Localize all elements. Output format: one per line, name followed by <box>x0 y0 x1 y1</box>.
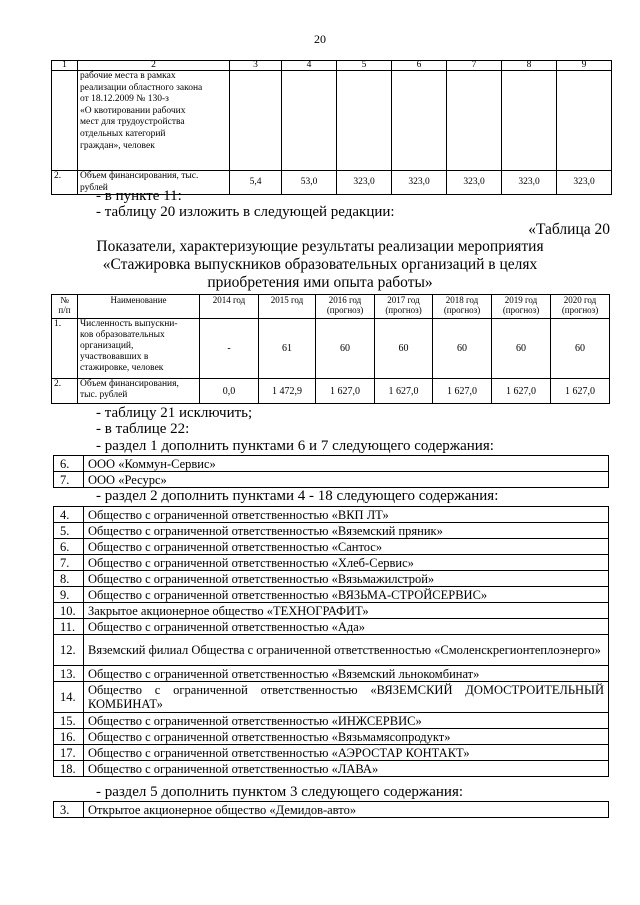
name-line: тыс. рублей <box>80 390 128 400</box>
value-cell <box>230 71 282 171</box>
value-cell <box>337 71 392 171</box>
row-name-cell <box>78 319 200 379</box>
organization-name: Закрытое акционерное общество «ТЕХНОГРАФИТ» <box>84 603 609 619</box>
table-20 <box>51 294 610 404</box>
table-row <box>52 71 612 171</box>
item-number: 18. <box>54 761 84 777</box>
item-number: 7. <box>54 555 84 571</box>
value-cell <box>502 71 557 171</box>
section-2-intro: - раздел 2 дополнить пунктами 4 - 18 следующего содержания: <box>96 488 499 504</box>
value-cell: 5,4 <box>230 171 282 195</box>
value-cell: 323,0 <box>502 171 557 195</box>
header-line: 2018 год <box>445 295 479 305</box>
item-number: 15. <box>54 713 84 729</box>
list-item <box>54 523 609 539</box>
name-line: мест для трудоустройства <box>80 117 185 128</box>
value-cell: 1 627,0 <box>375 379 433 404</box>
value-cell: 53,0 <box>282 171 337 195</box>
header-line: (прогноз) <box>326 305 364 315</box>
section-1-list <box>53 455 609 488</box>
value-cell <box>447 71 502 171</box>
value-cell: 323,0 <box>392 171 447 195</box>
name-line: «О квотировании рабочих <box>80 105 186 116</box>
table-header-row <box>52 61 612 71</box>
value-cell: 1 627,0 <box>551 379 610 404</box>
header-cell: 2 <box>78 61 230 71</box>
item-number: 5. <box>54 523 84 539</box>
amendment-table-20: - таблицу 20 изложить в следующей редакции: <box>96 204 395 220</box>
item-number: 3. <box>54 802 84 818</box>
organization-name: Общество с ограниченной ответственностью «АЭРОСТАР КОНТАКТ» <box>84 745 609 761</box>
row-number-cell: 2. <box>52 379 78 404</box>
organization-name: Общество с ограниченной ответственностью «Вязьмажилстрой» <box>84 571 609 587</box>
header-line: 2019 год <box>504 295 538 305</box>
organization-name: Вяземский филиал Общества с ограниченной ответственностью «Смоленскрегионтеплоэнерго» <box>84 635 609 666</box>
row-number-cell: 1. <box>52 319 78 379</box>
header-cell: 8 <box>502 61 557 71</box>
list-item <box>54 761 609 777</box>
item-number: 8. <box>54 571 84 587</box>
name-line: организаций, <box>80 341 134 351</box>
value-cell: 60 <box>316 319 375 379</box>
organization-name: Общество с ограниченной ответственностью «Хлеб-Сервис» <box>84 555 609 571</box>
value-cell: 1 627,0 <box>433 379 492 404</box>
table-row <box>52 319 610 379</box>
amendment-table-22: - в таблице 22: <box>96 421 190 437</box>
organization-name: Общество с ограниченной ответственностью «Вязьмамясопродукт» <box>84 729 609 745</box>
item-number: 4. <box>54 507 84 523</box>
header-cell <box>200 295 259 319</box>
name-line: Численность выпускни- <box>80 319 178 329</box>
value-cell: 60 <box>551 319 610 379</box>
item-number: 7. <box>54 472 84 488</box>
header-cell: 3 <box>230 61 282 71</box>
header-cell <box>52 295 78 319</box>
name-line: рублей <box>80 182 108 193</box>
value-cell: 0,0 <box>200 379 259 404</box>
organization-name: Общество с ограниченной ответственностью «ВКП ЛТ» <box>84 507 609 523</box>
list-item <box>54 507 609 523</box>
organization-name: Общество с ограниченной ответственностью «Вяземский льнокомбинат» <box>84 666 609 682</box>
header-cell <box>259 295 316 319</box>
list-item <box>54 635 609 666</box>
organization-name: Общество с ограниченной ответственностью «Сантос» <box>84 539 609 555</box>
header-cell <box>492 295 551 319</box>
organization-name: Открытое акционерное общество «Демидов-авто» <box>84 802 609 818</box>
header-cell: 5 <box>337 61 392 71</box>
header-cell: 4 <box>282 61 337 71</box>
header-line: (прогноз) <box>443 305 481 315</box>
name-line: стажировке, человек <box>80 363 164 373</box>
value-cell: 323,0 <box>447 171 502 195</box>
header-line: п/п <box>58 305 71 315</box>
header-line: (прогноз) <box>385 305 422 315</box>
item-number: 11. <box>54 619 84 635</box>
header-cell: Наименование <box>78 295 200 319</box>
list-item <box>54 619 609 635</box>
organization-name: Общество с ограниченной ответственностью «ЛАВА» <box>84 761 609 777</box>
item-number: 16. <box>54 729 84 745</box>
list-item <box>54 587 609 603</box>
table-row <box>52 379 610 404</box>
section-2-list <box>53 506 609 777</box>
item-number: 13. <box>54 666 84 682</box>
amendment-table-21: - таблицу 21 исключить; <box>96 405 253 421</box>
header-cell: 6 <box>392 61 447 71</box>
value-cell: 1 627,0 <box>492 379 551 404</box>
table-20-title-line: «Стажировка выпускников образовательных организаций в целях <box>102 256 538 273</box>
list-item <box>54 713 609 729</box>
organization-name: ООО «Ресурс» <box>84 472 609 488</box>
header-line: 2016 год <box>328 295 362 305</box>
table-header-row <box>52 295 610 319</box>
value-cell: 60 <box>433 319 492 379</box>
item-number: 12. <box>54 635 84 666</box>
item-number: 17. <box>54 745 84 761</box>
name-line: Объем финансирования, тыс. <box>80 171 199 181</box>
value-cell <box>557 71 612 171</box>
page-number: 20 <box>314 32 326 46</box>
list-item <box>54 472 609 488</box>
value-cell: 323,0 <box>557 171 612 195</box>
value-cell: 61 <box>259 319 316 379</box>
value-cell: 1 627,0 <box>316 379 375 404</box>
value-cell: 1 472,9 <box>259 379 316 404</box>
header-cell: 7 <box>447 61 502 71</box>
item-number: 10. <box>54 603 84 619</box>
row-name-cell <box>78 379 200 404</box>
section-1-intro: - раздел 1 дополнить пунктами 6 и 7 следующего содержания: <box>96 438 494 454</box>
header-cell: 1 <box>52 61 78 71</box>
name-line: участвовавших в <box>80 352 149 362</box>
row-number-cell <box>52 71 78 171</box>
organization-name: Общество с ограниченной ответственностью «Ада» <box>84 619 609 635</box>
row-name-cell <box>78 71 230 171</box>
name-line: ков образовательных <box>80 330 165 340</box>
name-line: отдельных категорий <box>80 128 166 139</box>
header-line: (прогноз) <box>561 305 599 315</box>
item-number: 14. <box>54 682 84 713</box>
list-item <box>54 571 609 587</box>
name-line: от 18.12.2009 № 130-з <box>80 94 169 105</box>
name-line: рабочие места в рамках <box>80 71 176 81</box>
header-cell <box>551 295 610 319</box>
header-cell <box>375 295 433 319</box>
section-5-list <box>53 801 609 818</box>
list-item <box>54 603 609 619</box>
header-cell: 9 <box>557 61 612 71</box>
organization-name: Общество с ограниченной ответственностью «ВЯЗЬМА-СТРОЙСЕРВИС» <box>84 587 609 603</box>
name-line: граждан», человек <box>80 140 155 151</box>
item-number: 6. <box>54 456 84 472</box>
value-cell: 323,0 <box>337 171 392 195</box>
financing-table-continued <box>51 60 612 195</box>
table-20-label: «Таблица 20 <box>528 221 610 238</box>
list-item <box>54 682 609 713</box>
row-number-cell: 2. <box>52 171 78 195</box>
list-item <box>54 745 609 761</box>
value-cell: 60 <box>375 319 433 379</box>
organization-name: Общество с ограниченной ответственностью «ВЯЗЕМСКИЙ ДОМОСТРОИТЕЛЬНЫЙ КОМБИНАТ» <box>84 682 609 713</box>
name-line: Объем финансирования, <box>80 379 179 389</box>
organization-name: ООО «Коммун-Сервис» <box>84 456 609 472</box>
value-cell: 60 <box>492 319 551 379</box>
header-line: № <box>60 295 69 305</box>
value-cell: - <box>200 319 259 379</box>
list-item <box>54 539 609 555</box>
organization-name: Общество с ограниченной ответственностью «Вяземский пряник» <box>84 523 609 539</box>
value-cell <box>282 71 337 171</box>
header-line: (прогноз) <box>502 305 540 315</box>
header-line: 2017 год <box>387 295 420 305</box>
organization-name: Общество с ограниченной ответственностью «ИНЖСЕРВИС» <box>84 713 609 729</box>
section-5-intro: - раздел 5 дополнить пунктом 3 следующего содержания: <box>96 784 464 800</box>
header-cell <box>316 295 375 319</box>
value-cell <box>392 71 447 171</box>
header-line: 2014 год <box>212 295 246 305</box>
list-item <box>54 666 609 682</box>
list-item <box>54 456 609 472</box>
header-line: 2020 год <box>563 295 597 305</box>
list-item <box>54 802 609 818</box>
amendment-item-11: - в пункте 11: <box>96 188 182 204</box>
list-item <box>54 555 609 571</box>
item-number: 6. <box>54 539 84 555</box>
header-cell <box>433 295 492 319</box>
table-20-title-line: Показатели, характеризующие результаты реализации мероприятия <box>96 238 544 255</box>
list-item <box>54 729 609 745</box>
table-20-title-line: приобретения ими опыта работы» <box>207 274 433 291</box>
header-line: 2015 год <box>270 295 304 305</box>
name-line: реализации областного закона <box>80 82 203 93</box>
item-number: 9. <box>54 587 84 603</box>
